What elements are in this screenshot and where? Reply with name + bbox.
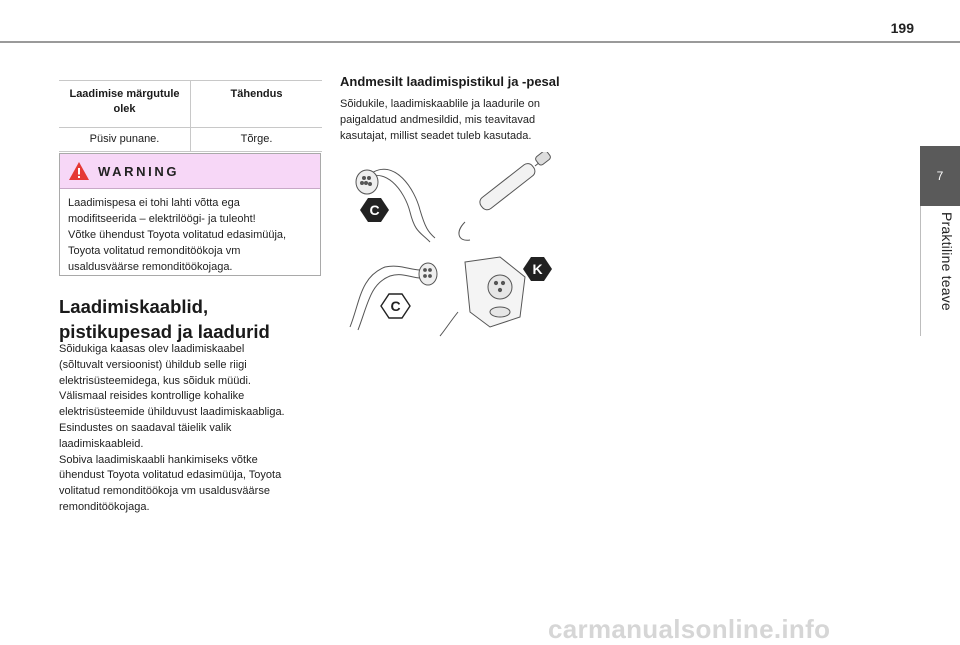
warning-header (60, 154, 320, 189)
section-body (59, 342, 329, 516)
text-line: paigaldatud andmesildid, mis teavitavad (340, 113, 536, 126)
table-header: Laadimise märgutule olek (59, 81, 191, 128)
warning-label: WARNING (98, 163, 180, 179)
text-line: Laadimispesa ei tohi lahti võtta ega (68, 197, 240, 209)
warning-text (60, 189, 320, 275)
text-line: Toyota volitatud remonditöökoja vm (68, 245, 241, 257)
status-table (59, 80, 322, 152)
section-title (59, 294, 329, 344)
portable-charger-drawing (459, 152, 552, 240)
text-line: remonditöökojaga. (59, 500, 150, 513)
badge-letter: K (532, 261, 543, 277)
page-number: 199 (890, 20, 914, 36)
table-header: Tähendus (191, 81, 323, 128)
text-line: modifitseerida – elektrilöögi- ja tuleoht! (68, 213, 256, 225)
badge-c-dark (360, 198, 389, 222)
text-line: (sõltuvalt versioonist) ühildub selle riigi (59, 358, 247, 371)
charging-connectors-illustration (340, 152, 560, 337)
title-line: pistikupesad ja laadurid (59, 321, 270, 342)
table-header-row (59, 81, 322, 128)
text-line: elektrisüsteemide ühilduvust laadimiskaabliga. (59, 406, 285, 419)
title-line: Laadimiskaablid, (59, 296, 209, 317)
text-line: laadimiskaableid. (59, 437, 144, 450)
table-cell: Tõrge. (191, 128, 323, 152)
text-line: Sõidukile, laadimiskaablile ja laadurile on (340, 98, 540, 110)
table-cell: Püsiv punane. (59, 128, 191, 152)
badge-letter: C (390, 298, 401, 314)
chapter-tab[interactable]: 7 (920, 146, 960, 206)
socket-drawing (440, 257, 525, 336)
text-line: volitatud remonditöökoja vm usaldusväärse (59, 485, 270, 498)
text-line: Võtke ühendust Toyota volitatud edasimüüja, (68, 229, 287, 241)
warning-box (59, 153, 321, 276)
text-line: Esindustes on saadaval täielik valik (59, 421, 232, 434)
markings-body (340, 97, 590, 144)
text-line: usaldusväärse remonditöökojaga. (68, 261, 233, 273)
watermark: carmanualsonline.info (548, 614, 831, 644)
text-line: elektrisüsteemidega, kus sõiduk müüdi. (59, 374, 251, 387)
markings-title: Andmesilt laadimispistikul ja -pesal (340, 74, 560, 89)
text-line: Sobiva laadimiskaabli hankimiseks võtke (59, 453, 258, 466)
text-line: Välismaal reisides kontrollige kohalike (59, 390, 245, 403)
text-line: ühendust Toyota volitatud edasimüüja, Toyota (59, 469, 282, 482)
header-rule (0, 41, 960, 43)
chapter-title: Praktiline teave (939, 212, 955, 311)
warning-triangle-icon (68, 161, 90, 181)
badge-letter: C (369, 202, 380, 218)
chapter-divider (920, 206, 921, 336)
text-line: Sõidukiga kaasas olev laadimiskaabel (59, 343, 245, 355)
badge-k-dark (523, 257, 552, 281)
table-row (59, 128, 322, 152)
text-line: kasutajat, millist seadet tuleb kasutada. (340, 129, 532, 142)
badge-c-outline (381, 294, 410, 318)
